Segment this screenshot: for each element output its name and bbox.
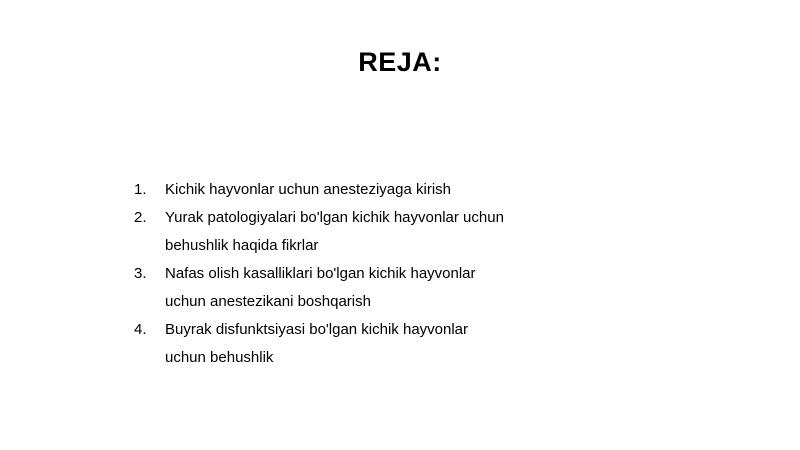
item-number: 1. bbox=[134, 181, 147, 198]
plan-list bbox=[134, 176, 554, 372]
slide-title: REJA: bbox=[358, 47, 442, 77]
item-number: 3. bbox=[134, 265, 147, 282]
item-text bbox=[165, 260, 554, 316]
item-number: 4. bbox=[134, 321, 147, 338]
list-item bbox=[134, 260, 554, 316]
item-text bbox=[165, 316, 554, 372]
item-line: Buyrak disfunktsiyasi bo'lgan kichik hayvonlar bbox=[165, 321, 469, 338]
item-line: Kichik hayvonlar uchun anesteziyaga kirish bbox=[165, 181, 451, 198]
item-line: Yurak patologiyalari bo'lgan kichik hayvonlar uchun bbox=[165, 209, 504, 226]
list-item bbox=[134, 176, 554, 204]
item-number: 2. bbox=[134, 209, 147, 226]
list-item bbox=[134, 204, 554, 260]
item-line: behushlik haqida fikrlar bbox=[165, 237, 319, 254]
item-text bbox=[165, 176, 554, 204]
item-line: Nafas olish kasalliklari bo'lgan kichik hayvonlar bbox=[165, 265, 476, 282]
list-item bbox=[134, 316, 554, 372]
item-line: uchun anestezikani boshqarish bbox=[165, 293, 371, 310]
item-text bbox=[165, 204, 554, 260]
item-line: uchun behushlik bbox=[165, 349, 274, 366]
